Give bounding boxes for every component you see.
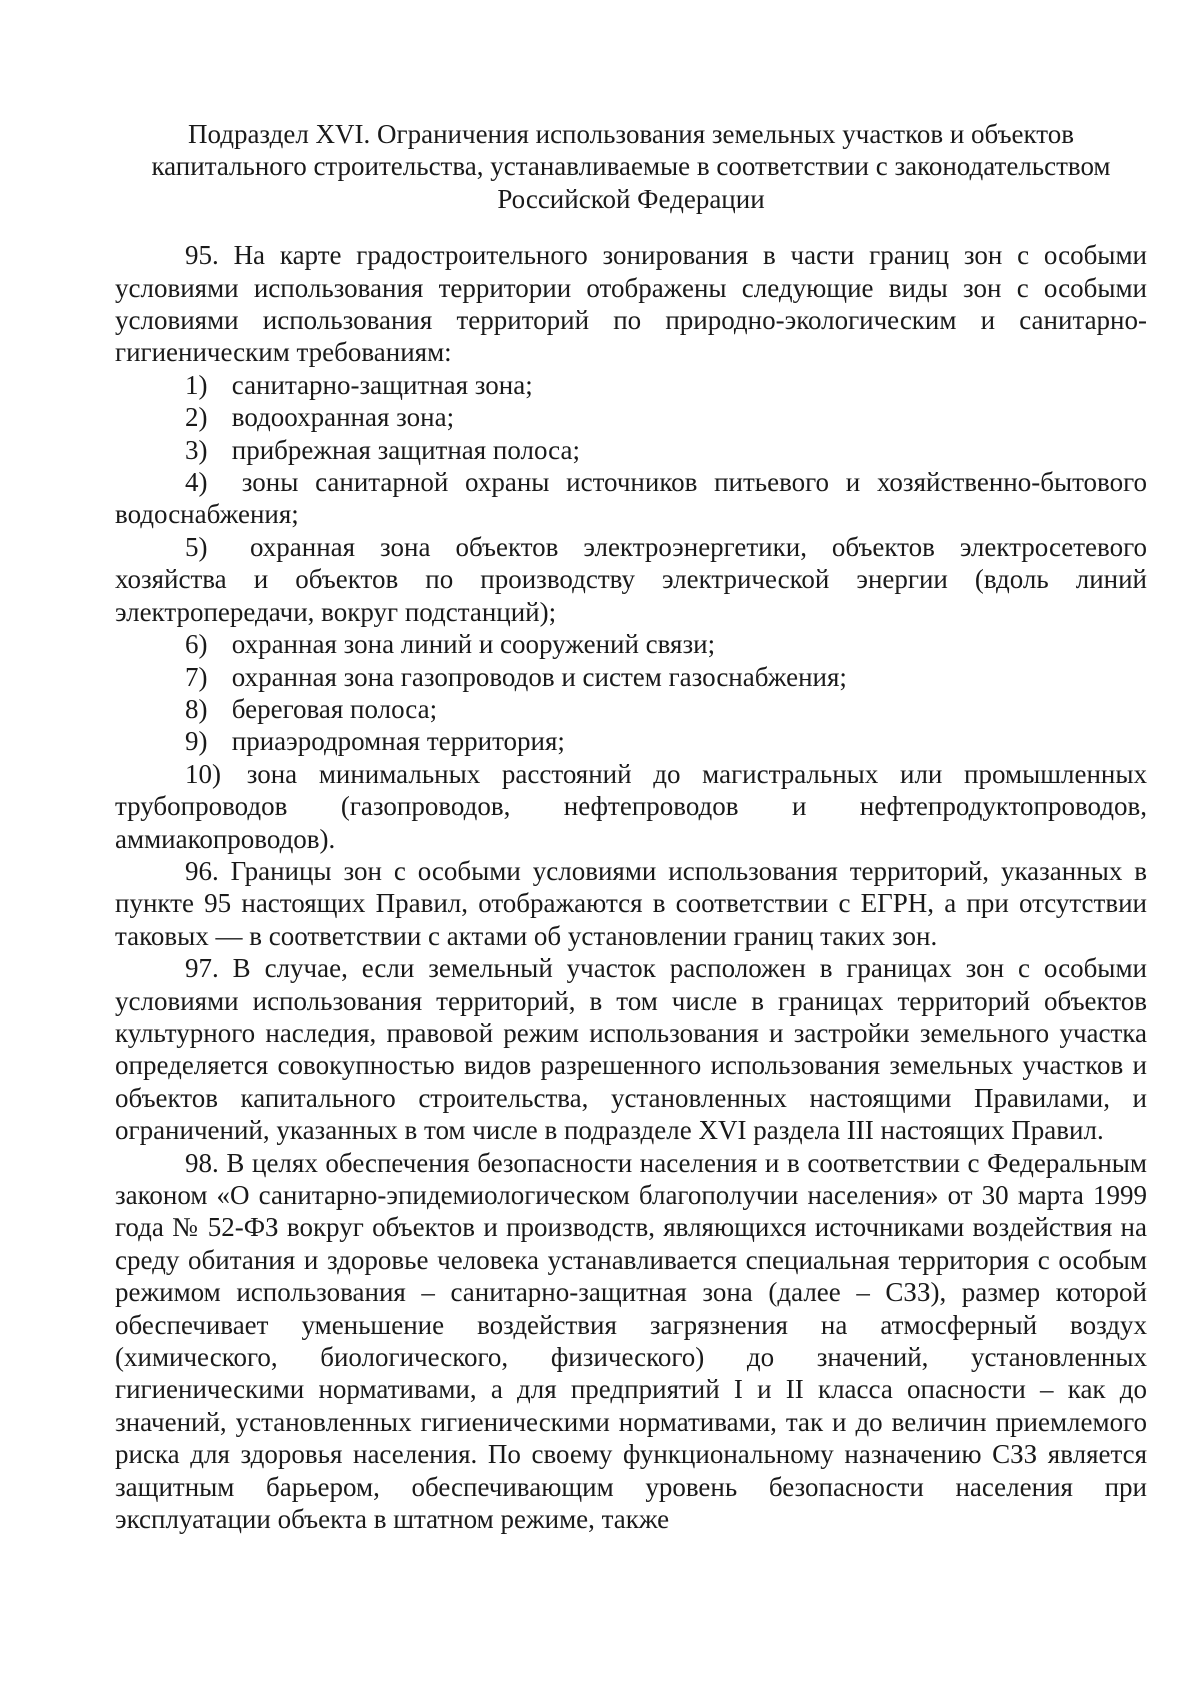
list-item-number: 4) [185,467,208,498]
list-item [115,661,1147,693]
list-item-text: охранная зона линий и сооружений связи; [231,629,716,660]
list-item-number: 7) [185,661,208,692]
list-item-number: 5) [185,531,208,562]
list-item [115,434,1147,466]
list-item-number: 8) [185,693,208,724]
list-item [115,401,1147,433]
list-item-number: 3) [185,434,208,465]
list-item-number: 2) [185,402,208,433]
heading-line-3: Российской Федерации [497,183,765,214]
paragraph-97: 97. В случае, если земельный участок расположен в границах зон с особыми условиями использования территорий, в том числе в границах территорий объектов культурного наследия, правовой режим использования и застройки земельного участка определяется совокупностью видов разрешенного использования земельных участков и объектов капитального строительства, установленных настоящими Правилами, и ограничений, указанных в том числе в подразделе XVI раздела III настоящих Правил. [115,953,1147,1146]
list-item-number: 9) [185,726,208,757]
list-item [115,693,1147,725]
document-page [115,118,1147,1535]
list-item-text: зона минимальных расстояний до магистральных или промышленных трубопроводов (газопроводов, нефтепроводов и нефтепродуктопроводов, аммиакопроводов). [115,758,1147,854]
list-item-text: прибрежная защитная полоса; [231,434,580,465]
list-item [115,628,1147,660]
list-item-text: санитарно-защитная зона; [231,369,533,400]
list-item-text: охранная зона газопроводов и систем газоснабжения; [231,661,847,692]
list-item-number: 1) [185,369,208,400]
paragraph-96: 96. Границы зон с особыми условиями использования территорий, указанных в пункте 95 настоящих Правил, отображаются в соответствии с ЕГРН, а при отсутствии таковых — в соответствии с актами об установлении границ таких зон. [115,855,1147,951]
list-item-text: охранная зона объектов электроэнергетики, объектов электросетевого хозяйства и объектов по производству электрической энергии (вдоль линий электропередачи, вокруг подстанций); [115,531,1148,627]
zone-types-list [115,369,1147,855]
list-item [115,725,1147,757]
list-item-text: береговая полоса; [231,693,438,724]
paragraph-98: 98. В целях обеспечения безопасности населения и в соответствии с Федеральным законом «О санитарно-эпидемиологическом благополучии населения» от 30 марта 1999 года № 52-ФЗ вокруг объектов и производств, являющихся источниками воздействия на среду обитания и здоровье человека устанавливается специальная территория с особым режимом использования – санитарно-защитная зона (далее – СЗЗ), размер которой обеспечивает уменьшение воздействия загрязнения на атмосферный воздух (химического, биологического, физического) до значений, установленных гигиеническими нормативами, а для предприятий I и II класса опасности – как до значений, установленных гигиеническими нормативами, так и до величин приемлемого риска для здоровья населения. По своему функциональному назначению СЗЗ является защитным барьером, обеспечивающим уровень безопасности населения при эксплуатации объекта в штатном режиме, также [115,1147,1147,1535]
list-item-number: 10) [185,758,221,789]
subsection-heading [115,118,1147,215]
list-item-number: 6) [185,629,208,660]
list-item [115,758,1147,855]
list-item-text: приаэродромная территория; [231,726,565,757]
list-item [115,531,1147,628]
heading-line-1: Подраздел XVI. Ограничения использования земельных участков и объектов [187,119,1074,149]
heading-line-2: капитального строительства, устанавливаемые в соответствии с законодательством [151,151,1111,182]
list-item [115,466,1147,531]
list-item-text: водоохранная зона; [231,402,455,433]
paragraph-95-intro: 95. На карте градостроительного зонирования в части границ зон с особыми условиями использования территории отображены следующие виды зон с особыми условиями использования территорий по природно-экологическим и санитарно-гигиеническим требованиям: [115,240,1147,368]
list-item [115,369,1147,401]
list-item-text: зоны санитарной охраны источников питьевого и хозяйственно-бытового водоснабжения; [115,467,1148,530]
